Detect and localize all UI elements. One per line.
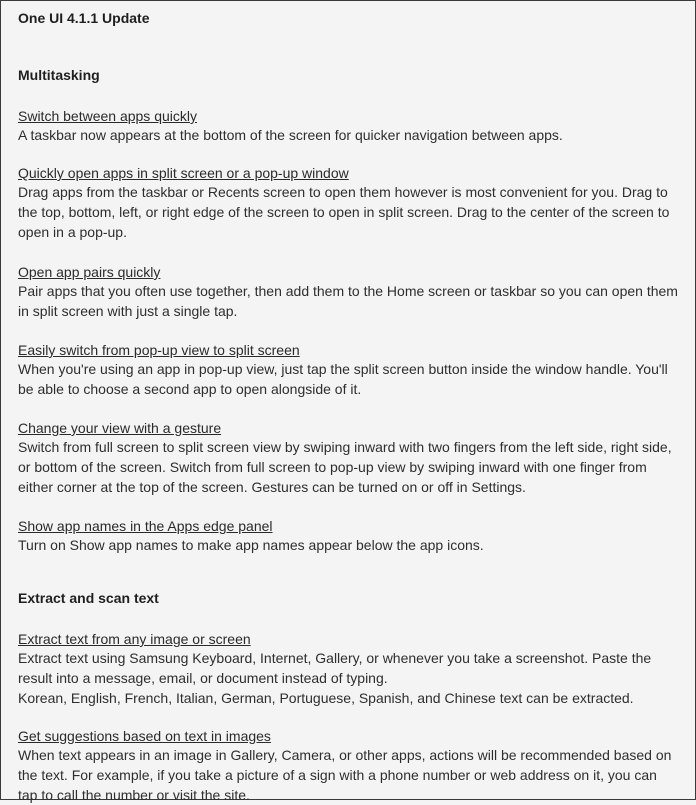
feature-title: Easily switch from pop-up view to split screen [18,342,300,358]
feature-body: A taskbar now appears at the bottom of the screen for quicker navigation between apps. [18,127,563,143]
feature-body: Pair apps that you often use together, then add them to the Home screen or taskbar so you can open them in split screen with just a single tap. [18,283,678,319]
feature-body: Extract text using Samsung Keyboard, Internet, Gallery, or whenever you take a screenshot. Paste the result into a message, email, or document instead of typing. [18,650,652,686]
section-heading-multitasking: Multitasking [18,67,100,83]
feature-switch-apps [18,107,680,145]
feature-title: Open app pairs quickly [18,264,161,280]
feature-title: Change your view with a gesture [18,420,222,436]
feature-view-gesture [18,419,680,497]
section-heading-extract-scan: Extract and scan text [18,590,159,606]
feature-split-screen-popup [18,164,680,242]
feature-app-names-edge-panel [18,517,680,555]
feature-title: Get suggestions based on text in images [18,728,271,744]
feature-text-suggestions [18,727,680,805]
feature-title: Show app names in the Apps edge panel [18,518,273,534]
page-title: One UI 4.1.1 Update [18,10,150,26]
feature-body: Drag apps from the taskbar or Recents screen to open them however is most convenient for you. Drag to the top, bottom, left, or right edge of the screen to open in split screen. Drag to the center of the screen to open in a pop-up. [18,184,670,240]
feature-title: Quickly open apps in split screen or a pop-up window [18,165,349,181]
feature-body: When you're using an app in pop-up view, just tap the split screen button inside the window handle. You'll be able to choose a second app to open alongside of it. [18,361,668,397]
feature-title: Extract text from any image or screen [18,631,251,647]
feature-body: Turn on Show app names to make app names appear below the app icons. [18,537,484,553]
feature-popup-to-split [18,341,680,399]
feature-body-languages: Korean, English, French, Italian, German, Portuguese, Spanish, and Chinese text can be extracted. [18,690,634,706]
feature-title: Switch between apps quickly [18,108,197,124]
feature-body: When text appears in an image in Gallery, Camera, or other apps, actions will be recommended based on the text. For example, if you take a picture of a sign with a phone number or web address on it, you can tap to call the number or visit the site. [18,747,672,803]
feature-body: Switch from full screen to split screen view by swiping inward with two fingers from the left side, right side, or bottom of the screen. Switch from full screen to pop-up view by swiping inward with one finger from either corner at the top of the screen. Gestures can be turned on or off in Settings. [18,439,672,495]
feature-extract-text [18,630,680,708]
feature-app-pairs [18,263,680,321]
